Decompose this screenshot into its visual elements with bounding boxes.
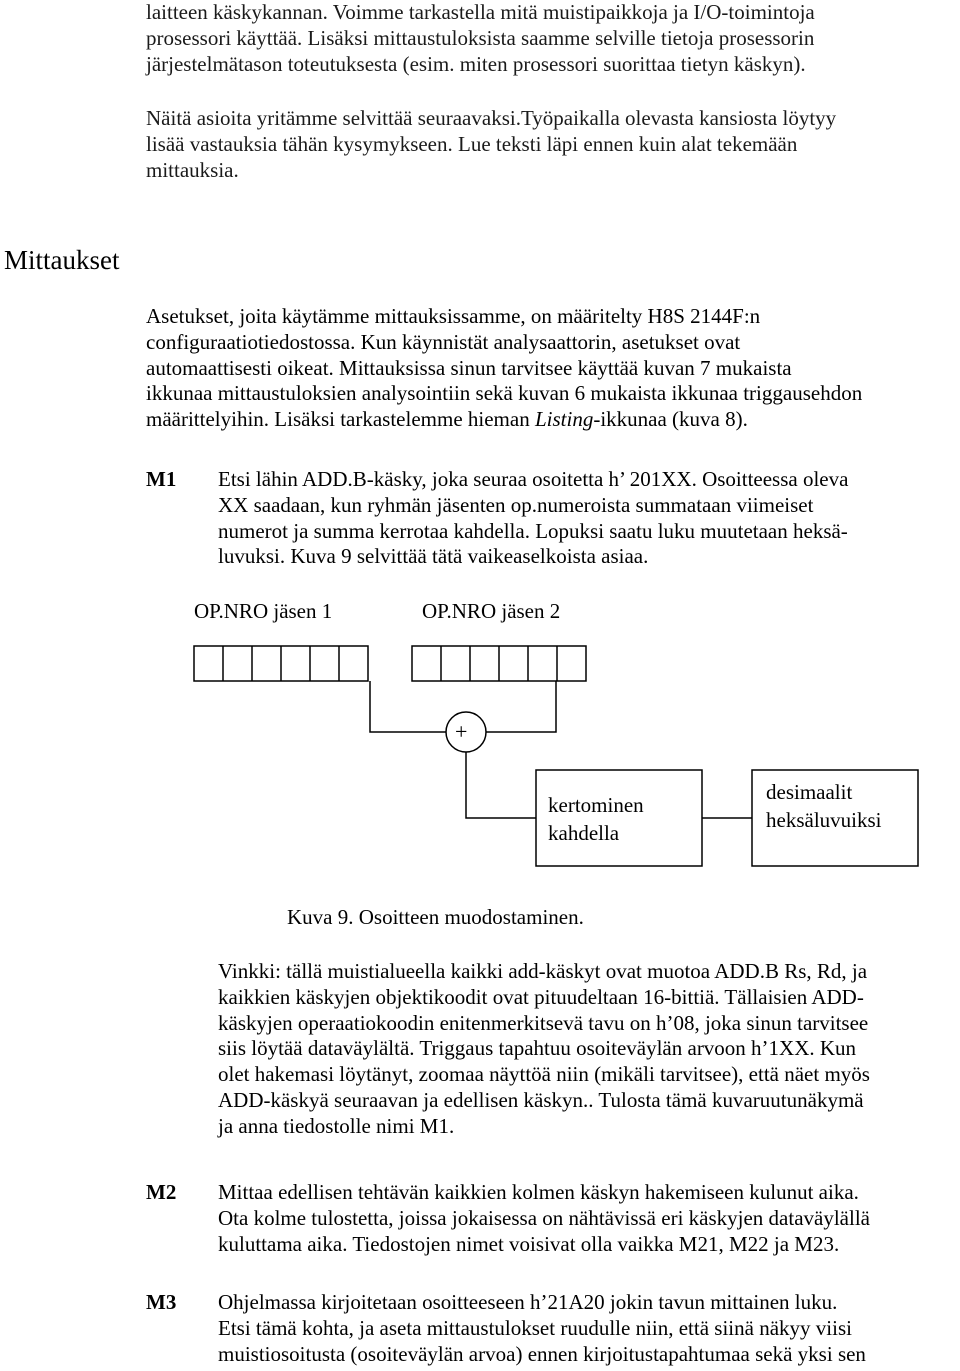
listing-italic: Listing — [534, 407, 594, 432]
text-line: automaattisesti oikeat. Mittauksissa sinun tarvitsee käyttää kuvan 7 mukaista — [146, 355, 792, 380]
task-label-m2: M2 — [146, 1180, 177, 1204]
hint-paragraph — [218, 959, 958, 1140]
text-line: siis löytää dataväylältä. Triggaus tapahtuu osoiteväylän arvoon h’1XX. Kun — [218, 1036, 857, 1061]
text-line: laitteen käskykannan. Voimme tarkastella mitä muistipaikkoja ja I/O-toimintoja — [146, 0, 815, 24]
text-line: Ohjelmassa kirjoitetaan osoitteeseen h’21A20 jokin tavun mittainen luku. — [218, 1290, 838, 1314]
text-line: käskyjen operaatiokoodin enitenmerkitsevä tavu on h’08, joka sinun tarvitsee — [218, 1010, 869, 1035]
text-line: kertominen — [548, 793, 644, 817]
text-line: ja anna tiedostolle nimi M1. — [218, 1113, 455, 1138]
text-line: Asetukset, joita käytämme mittauksissamme, on määritelty H8S 2144F:n — [146, 304, 761, 328]
text-line: prosessori käyttää. Lisäksi mittaustuloksista saamme selville tietoja prosessorin — [146, 25, 815, 50]
text-line: kahdella — [548, 821, 620, 845]
text-line: Näitä asioita yritämme selvittää seuraavaksi.Työpaikalla olevasta kansiosta löytyy — [146, 106, 837, 130]
text-line: numerot ja summa kerrotaa kahdella. Lopuksi saatu luku muutetaan heksä- — [218, 518, 848, 543]
text-line: configuraatiotiedostossa. Kun käynnistät analysaattorin, asetukset ovat — [146, 329, 741, 354]
text-line: mittauksia. — [146, 157, 239, 182]
text-line: Etsi tämä kohta, ja aseta mittaustulokset ruudulle niin, että siinä näkyy viisi — [218, 1315, 852, 1340]
plus-sign: + — [455, 719, 468, 744]
text-line: desimaalit — [766, 780, 853, 804]
task-label-m3: M3 — [146, 1290, 177, 1314]
section-heading: Mittaukset — [4, 245, 120, 275]
connector-line — [466, 752, 536, 818]
text-line: heksäluvuiksi — [766, 808, 882, 832]
text-line: ADD-käskyä seuraavan ja edellisen käskyn.. Tulosta tämä kuvaruutunäkymä — [218, 1087, 864, 1112]
text-line: lisää vastauksia tähän kysymykseen. Lue teksti läpi ennen kuin alat tekemään — [146, 131, 798, 156]
text-line: luvuksi. Kuva 9 selvittää tätä vaikeaselkoista asiaa. — [218, 544, 649, 569]
multiply-label — [548, 791, 644, 847]
text-line: järjestelmätason toteutuksesta (esim. miten prosessori suorittaa tietyn käskyn). — [146, 51, 806, 76]
task-text-m2 — [218, 1180, 958, 1257]
text-line: muistiosoitusta (osoiteväylän arvoa) ennen kirjoitustapahtumaa sekä yksi sen — [218, 1341, 866, 1366]
text-line: Etsi lähin ADD.B-käsky, joka seuraa osoitetta h’ 201XX. Osoitteessa oleva — [218, 467, 849, 491]
text-segment: määrittelyihin. Lisäksi tarkastelemme hieman — [146, 407, 535, 432]
text-line: kaikkien käskyjen objektikoodit ovat pituudeltaan 16-bittiä. Tällaisien ADD- — [218, 984, 864, 1009]
member2-label: OP.NRO jäsen 2 — [422, 599, 561, 623]
text-line: XX saadaan, kun ryhmän jäsenten op.numeroista summataan viimeiset — [218, 492, 814, 517]
connector-line — [486, 681, 556, 732]
task-text-m3 — [218, 1290, 958, 1367]
text-line: ikkunaa mittaustuloksien analysointiin sekä kuvan 6 mukaista ikkunaa triggausehdon — [146, 381, 863, 406]
convert-label — [766, 778, 882, 834]
text-line: Mittaa edellisen tehtävän kaikkien kolmen käskyn hakemiseen kulunut aika. — [218, 1180, 859, 1204]
task-label-m1: M1 — [146, 467, 177, 491]
text-line: kuluttama aika. Tiedostojen nimet voisivat olla vaikka M21, M22 ja M23. — [218, 1231, 840, 1256]
text-segment: -ikkunaa (kuva 8). — [593, 407, 748, 432]
text-line: olet hakemasi löytänyt, zoomaa näyttöä niin (mikäli tarvitsee), että näet myös — [218, 1062, 870, 1087]
connector-line — [370, 681, 446, 732]
text-line: Ota kolme tulostetta, joissa jokaisessa on nähtävissä eri käskyjen dataväylällä — [218, 1205, 870, 1230]
figure-caption: Kuva 9. Osoitteen muodostaminen. — [287, 905, 584, 929]
member1-label: OP.NRO jäsen 1 — [194, 599, 333, 623]
text-line: Vinkki: tällä muistialueella kaikki add-käskyt ovat muotoa ADD.B Rs, Rd, ja — [218, 959, 868, 983]
